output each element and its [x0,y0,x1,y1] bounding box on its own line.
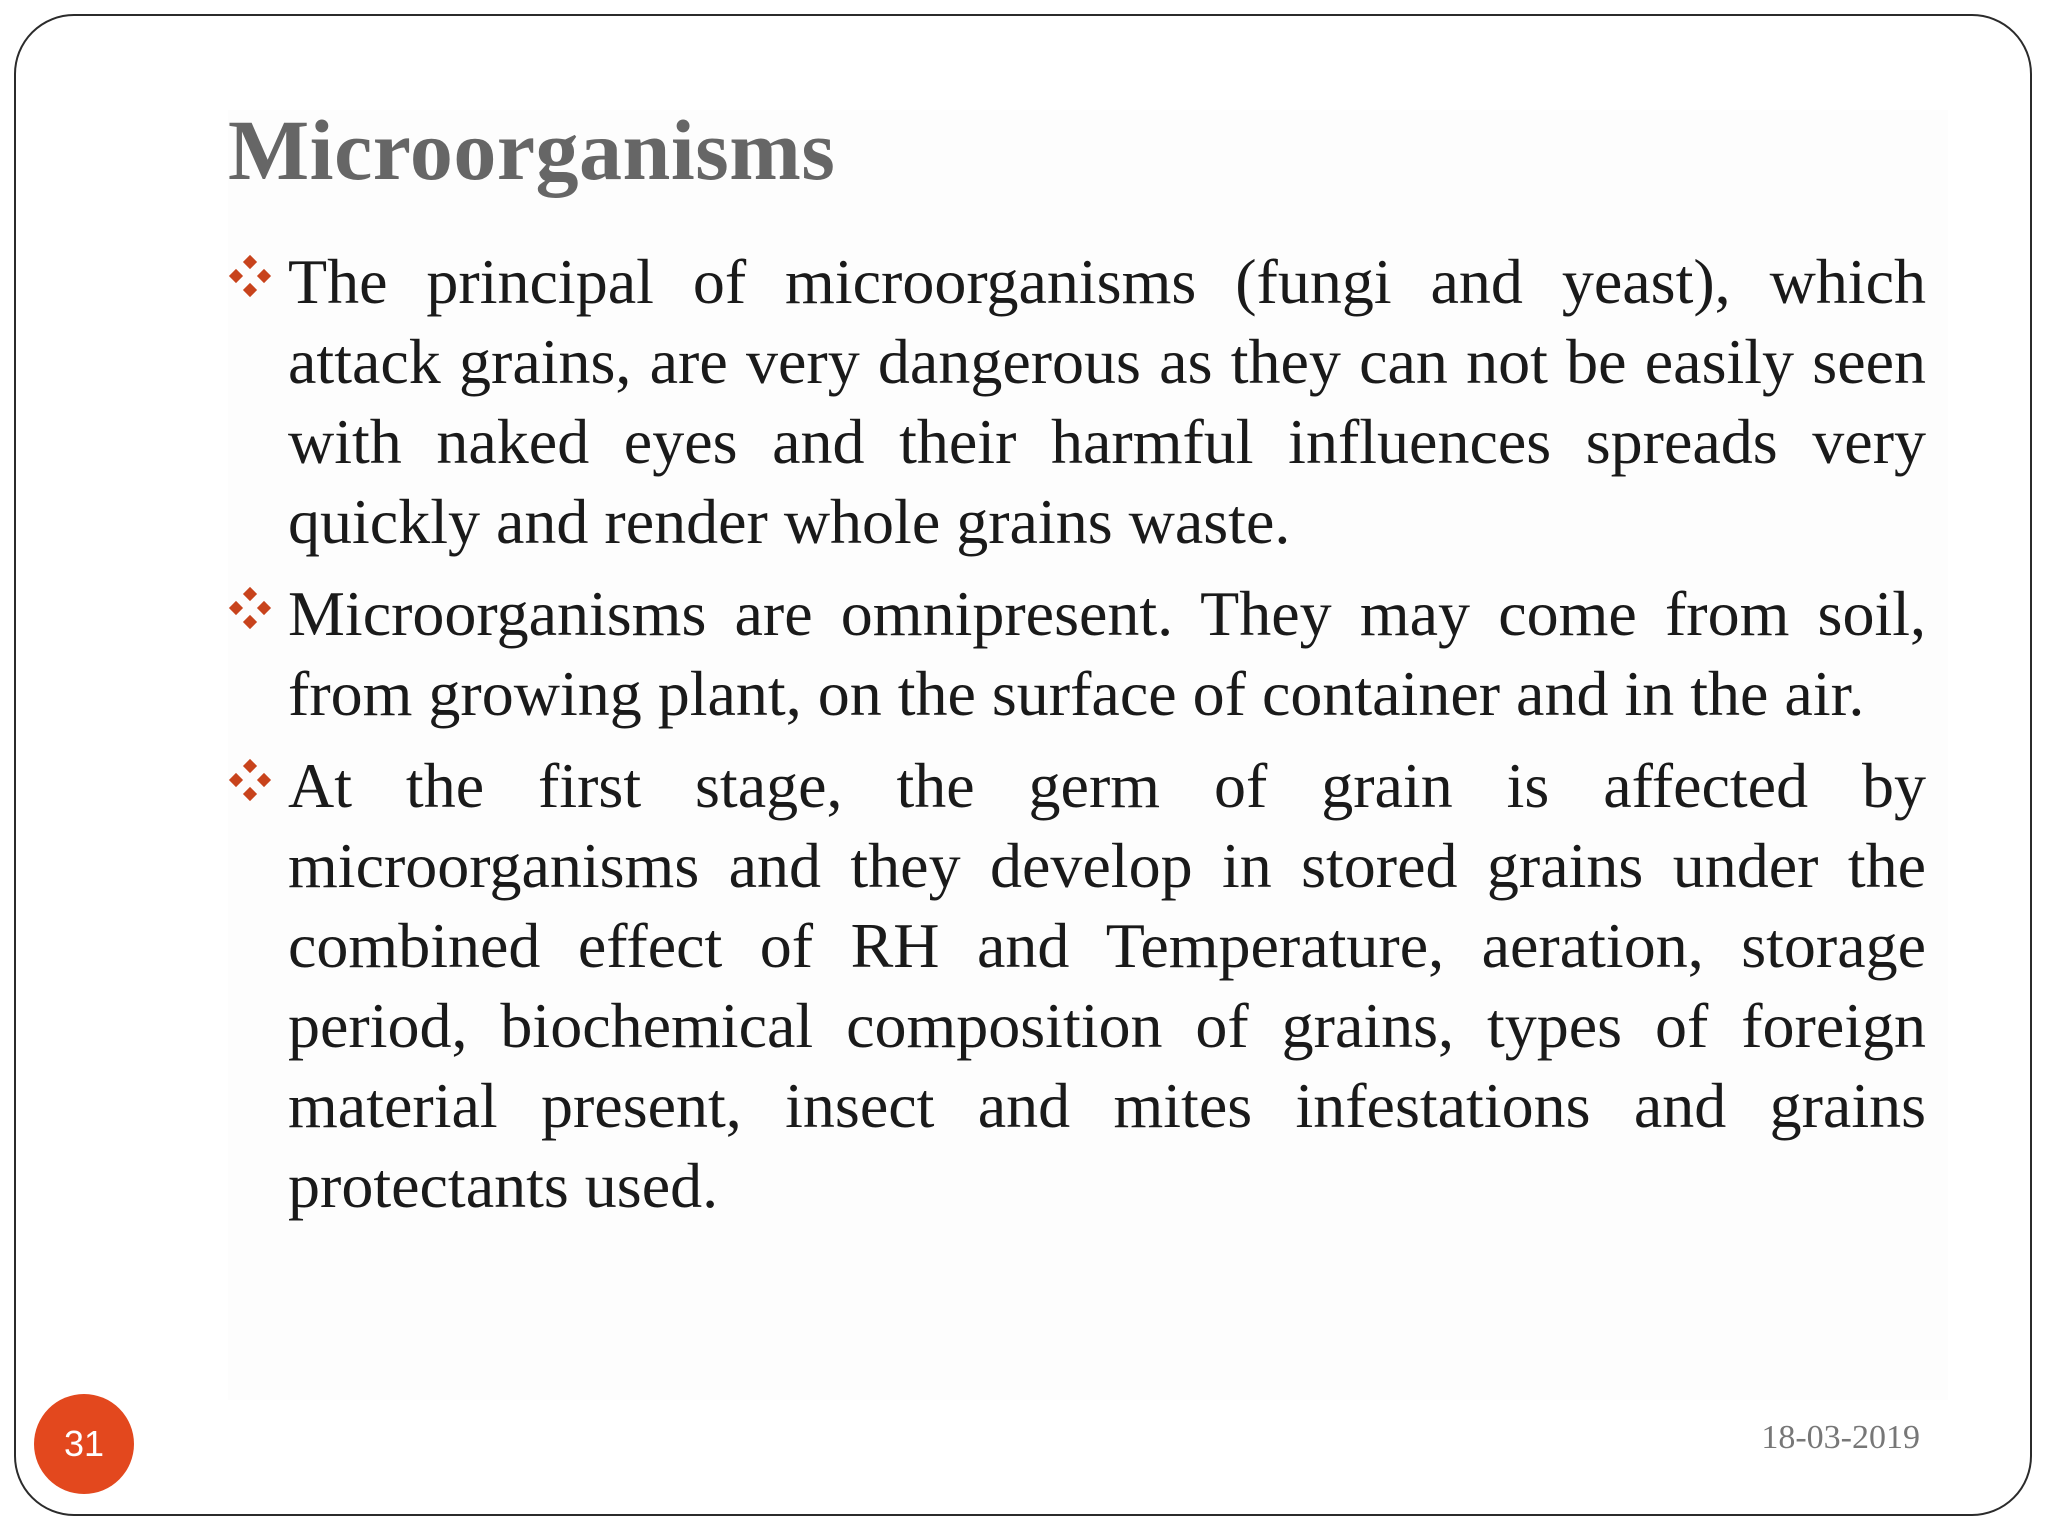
bullet-list [228,242,1926,1238]
diamond-bullet-icon [228,586,272,630]
bullet-text: At the first stage, the germ of grain is affected by microorganisms and they develop in stored grains under the combined effect of RH and Temperature, aeration, storage period, biochemical composition of grains, types of foreign material present, insect and mites infestations and grains protectants used. [288,750,1926,1221]
bullet-text: The principal of microorganisms (fungi and yeast), which attack grains, are very dangerous as they can not be easily seen with naked eyes and their harmful influences spreads very quickly and render whole grains waste. [288,246,1926,557]
slide-date: 18-03-2019 [1761,1419,1920,1456]
diamond-bullet-icon [228,254,272,298]
bullet-item [228,746,1926,1226]
diamond-bullet-icon [228,758,272,802]
bullet-item [228,574,1926,734]
slide-title: Microorganisms [228,102,836,198]
bullet-text: Microorganisms are omnipresent. They may come from soil, from growing plant, on the surface of container and in the air. [288,578,1926,729]
page-number-badge: 31 [34,1394,134,1494]
bullet-item [228,242,1926,562]
